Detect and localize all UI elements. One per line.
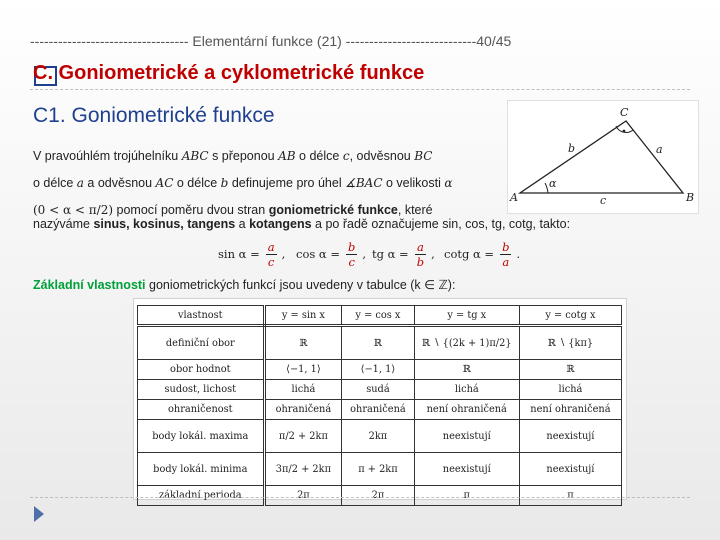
properties-intro [33, 277, 455, 292]
text: , které [397, 203, 433, 217]
side-c-label: c [600, 194, 607, 207]
denominator: a [502, 254, 510, 269]
section-title: C. Goniometrické a cyklometrické funkce [33, 62, 425, 84]
table-cell: π [519, 486, 621, 506]
vertex-c-label: C [620, 106, 629, 119]
numerator: b [347, 239, 356, 254]
table-cell: ℝ ∖ {kπ} [519, 326, 621, 360]
table-row [138, 420, 622, 453]
table-cell: neexistují [519, 453, 621, 486]
paragraph-line-2 [33, 170, 513, 197]
formula-tg [372, 236, 435, 272]
definition-formulas [218, 236, 538, 272]
side-a-label: a [656, 143, 663, 156]
properties-table [137, 305, 622, 506]
table-header-cell: y = sin x [264, 306, 342, 326]
triangle-diagram [507, 100, 699, 214]
math-angle-bac: ∡BAC [345, 176, 383, 190]
denominator: c [348, 254, 355, 269]
table-cell: sudost, lichost [138, 380, 265, 400]
text: pomocí poměru dvou stran [113, 203, 269, 217]
math-a: a [76, 176, 84, 190]
angle-label: α [549, 177, 557, 190]
properties-text: goniometrických funkcí jsou uvedeny v tabulce (k ∈ ℤ): [145, 278, 456, 292]
table-cell: π/2 + 2kπ [264, 420, 342, 453]
denominator: b [416, 254, 425, 269]
text: V pravoúhlém trojúhelníku [33, 149, 182, 163]
table-row [138, 380, 622, 400]
table-cell: ohraničenost [138, 400, 265, 420]
table-cell: 3π/2 + 2kπ [264, 453, 342, 486]
table-cell: základní perioda [138, 486, 265, 506]
title-divider [30, 89, 690, 90]
table-header-cell: y = cos x [342, 306, 414, 326]
table-row [138, 326, 622, 360]
table-cell: ℝ [519, 360, 621, 380]
text: o délce [173, 176, 221, 190]
formula-name: tg α = [372, 247, 409, 261]
table-cell: π + 2kπ [342, 453, 414, 486]
table-row [138, 453, 622, 486]
table-cell: lichá [519, 380, 621, 400]
vertex-b-label: B [686, 191, 695, 204]
table-cell: lichá [414, 380, 519, 400]
table-row [138, 400, 622, 420]
text: a [235, 217, 250, 231]
table-cell: body lokál. maxima [138, 420, 265, 453]
table-cell: ℝ [342, 326, 414, 360]
right-angle-dot [623, 130, 626, 133]
table-cell: ⟨−1, 1⟩ [342, 360, 414, 380]
table-cell: sudá [342, 380, 414, 400]
header-title: Elementární funkce (21) [188, 33, 346, 49]
math-c: c [342, 149, 350, 163]
text: a odvěsnou [83, 176, 156, 190]
paragraph-line-1 [33, 143, 513, 170]
table-cell: lichá [264, 380, 342, 400]
table-header-row [138, 306, 622, 326]
page-number: 40/45 [476, 33, 512, 49]
fraction [346, 240, 357, 269]
bold-term: sinus, kosinus, tangens [93, 217, 236, 231]
table-cell: 2kπ [342, 420, 414, 453]
triangle-svg [508, 101, 698, 213]
properties-heading: Základní vlastnosti [33, 278, 146, 292]
punct: , [281, 247, 286, 261]
table-cell: ℝ ∖ {(2k + 1)π/2} [414, 326, 519, 360]
text: , odvěsnou [349, 149, 415, 163]
numerator: a [267, 239, 275, 254]
table-cell: ohraničená [264, 400, 342, 420]
text: nazýváme [33, 217, 94, 231]
table-cell: obor hodnot [138, 360, 265, 380]
math-bc: BC [414, 149, 433, 163]
triangle-shape [520, 121, 683, 193]
math-abc: ABC [181, 149, 209, 163]
bold-term: goniometrické funkce [268, 203, 398, 217]
table-header-cell: vlastnost [138, 306, 265, 326]
punct: . [516, 247, 521, 261]
table-cell: neexistují [519, 420, 621, 453]
math-interval: (0 < α < π/2) [33, 203, 114, 217]
text: a po řadě označujeme sin, cos, tg, cotg, takto: [311, 217, 571, 231]
table-cell: π [414, 486, 519, 506]
table-row [138, 486, 622, 506]
header-left-dashes: ---------------------------------- [30, 33, 189, 49]
math-alpha: α [444, 176, 453, 190]
table-cell: definiční obor [138, 326, 265, 360]
text: definujeme pro úhel [228, 176, 346, 190]
formula-name: sin α = [218, 247, 260, 261]
text: s přeponou [208, 149, 279, 163]
table-cell: neexistují [414, 420, 519, 453]
table-header-cell: y = cotg x [519, 306, 621, 326]
definition-paragraph [33, 143, 513, 224]
table-cell: není ohraničená [519, 400, 621, 420]
header-right-dashes: ---------------------------- [345, 33, 477, 49]
paragraph-line-4 [33, 217, 570, 231]
table-cell: není ohraničená [414, 400, 519, 420]
subsection-title: C1. Goniometrické funkce [33, 104, 275, 127]
next-slide-arrow-icon[interactable] [34, 506, 44, 522]
formula-cotg [444, 236, 520, 272]
table-cell: ℝ [414, 360, 519, 380]
formula-sin [218, 236, 285, 272]
table-cell: 2π [342, 486, 414, 506]
math-ac: AC [155, 176, 174, 190]
table-cell: body lokál. minima [138, 453, 265, 486]
numerator: b [502, 239, 510, 254]
vertex-a-label: A [510, 191, 518, 204]
properties-table-panel [133, 298, 627, 500]
bold-term: kotangens [249, 217, 312, 231]
formula-name: cotg α = [444, 247, 495, 261]
formula-cos [296, 236, 366, 272]
text: o délce [33, 176, 77, 190]
table-cell: neexistují [414, 453, 519, 486]
punct: , [431, 247, 435, 261]
math-ab: AB [278, 149, 296, 163]
fraction [500, 240, 511, 269]
fraction [266, 240, 277, 269]
text: o délce [295, 149, 343, 163]
slide-header [30, 33, 590, 49]
text: o velikosti [382, 176, 445, 190]
table-cell: ℝ [264, 326, 342, 360]
math-b: b [220, 176, 229, 190]
table-cell: ohraničená [342, 400, 414, 420]
table-cell: 2π [264, 486, 342, 506]
table-cell: ⟨−1, 1⟩ [264, 360, 342, 380]
table-header-cell: y = tg x [414, 306, 519, 326]
denominator: c [267, 254, 275, 269]
fraction [415, 240, 426, 269]
punct: , [362, 247, 367, 261]
table-row [138, 360, 622, 380]
numerator: a [416, 239, 424, 254]
footer-divider [30, 497, 690, 498]
formula-name: cos α = [296, 247, 340, 261]
angle-arc [545, 183, 548, 193]
side-b-label: b [568, 142, 576, 155]
